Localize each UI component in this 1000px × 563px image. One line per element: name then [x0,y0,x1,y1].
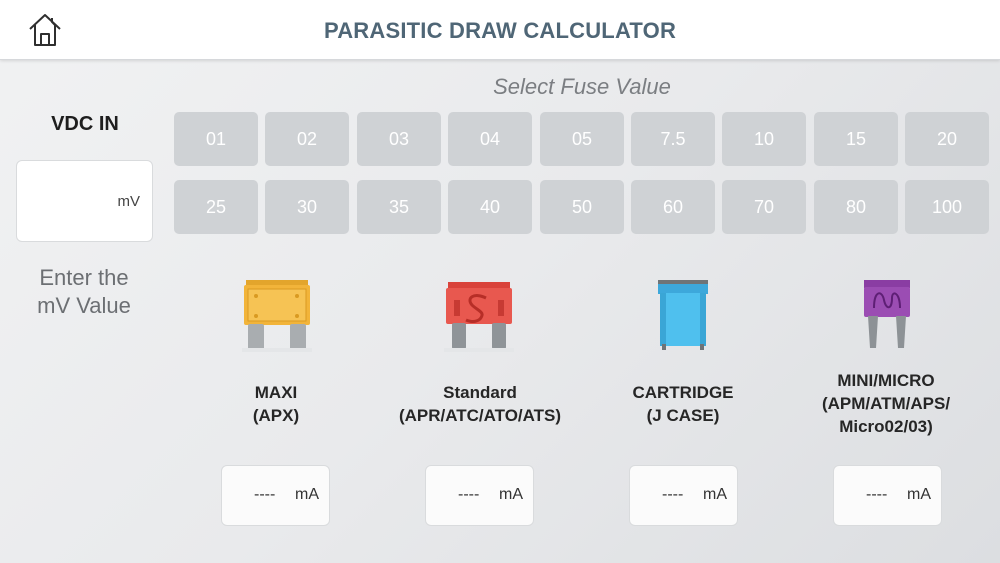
fuse-value-button[interactable]: 60 [631,180,715,234]
page-title: PARASITIC DRAW CALCULATOR [323,18,677,43]
maxi-fuse-label [196,381,356,427]
fuse-label-line: (APX) [252,406,300,425]
fuse-label-line: MINI/MICRO [837,371,935,390]
cartridge-fuse-icon [648,278,718,354]
fuse-value-button[interactable]: 40 [448,180,532,234]
fuse-value-button[interactable]: 01 [174,112,258,166]
standard-fuse-icon [444,278,514,354]
ma-unit: mA [907,486,931,503]
vdc-input-field[interactable] [16,160,153,242]
ma-unit: mA [499,486,523,503]
mini-micro-ma-result [833,465,942,526]
cartridge-ma-result [629,465,738,526]
fuse-value-button[interactable]: 50 [540,180,624,234]
ma-value: ---- [458,486,480,503]
enter-mv-prompt [18,264,150,320]
vdc-in-label: VDC IN [51,113,119,135]
fuse-value-button[interactable]: 10 [722,112,806,166]
cartridge-fuse-label [603,381,763,427]
maxi-ma-result [221,465,330,526]
fuse-value-button[interactable]: 100 [905,180,989,234]
fuse-value-button[interactable]: 05 [540,112,624,166]
fuse-label-line: Micro02/03) [839,417,933,436]
header-bar [0,0,1000,60]
fuse-value-button[interactable]: 35 [357,180,441,234]
ma-value: ---- [254,486,276,503]
select-fuse-label: Select Fuse Value [493,74,671,99]
fuse-value-button[interactable]: 70 [722,180,806,234]
mini-micro-fuse-icon [852,278,922,354]
ma-value: ---- [662,486,684,503]
mini-micro-fuse-label [796,369,976,438]
fuse-value-button[interactable]: 7.5 [631,112,715,166]
fuse-label-line: (J CASE) [646,406,720,425]
fuse-value-button[interactable]: 20 [905,112,989,166]
fuse-value-button[interactable]: 25 [174,180,258,234]
fuse-value-button[interactable]: 04 [448,112,532,166]
fuse-value-button[interactable]: 30 [265,180,349,234]
fuse-label-line: MAXI [254,383,298,402]
ma-value: ---- [866,486,888,503]
fuse-label-line: (APR/ATC/ATO/ATS) [398,406,562,425]
ma-unit: mA [703,486,727,503]
fuse-value-button[interactable]: 15 [814,112,898,166]
fuse-label-line: Standard [443,383,517,402]
fuse-value-button[interactable]: 80 [814,180,898,234]
standard-ma-result [425,465,534,526]
vdc-unit-label: mV [117,193,140,210]
standard-fuse-label [380,381,580,427]
fuse-value-button[interactable]: 03 [357,112,441,166]
ma-unit: mA [295,486,319,503]
enter-mv-prompt-line1: Enter the [39,265,129,290]
maxi-fuse-icon [242,278,312,354]
fuse-value-button[interactable]: 02 [265,112,349,166]
fuse-label-line: CARTRIDGE [632,383,734,402]
fuse-label-line: (APM/ATM/APS/ [821,394,951,413]
enter-mv-prompt-line2: mV Value [37,293,131,318]
